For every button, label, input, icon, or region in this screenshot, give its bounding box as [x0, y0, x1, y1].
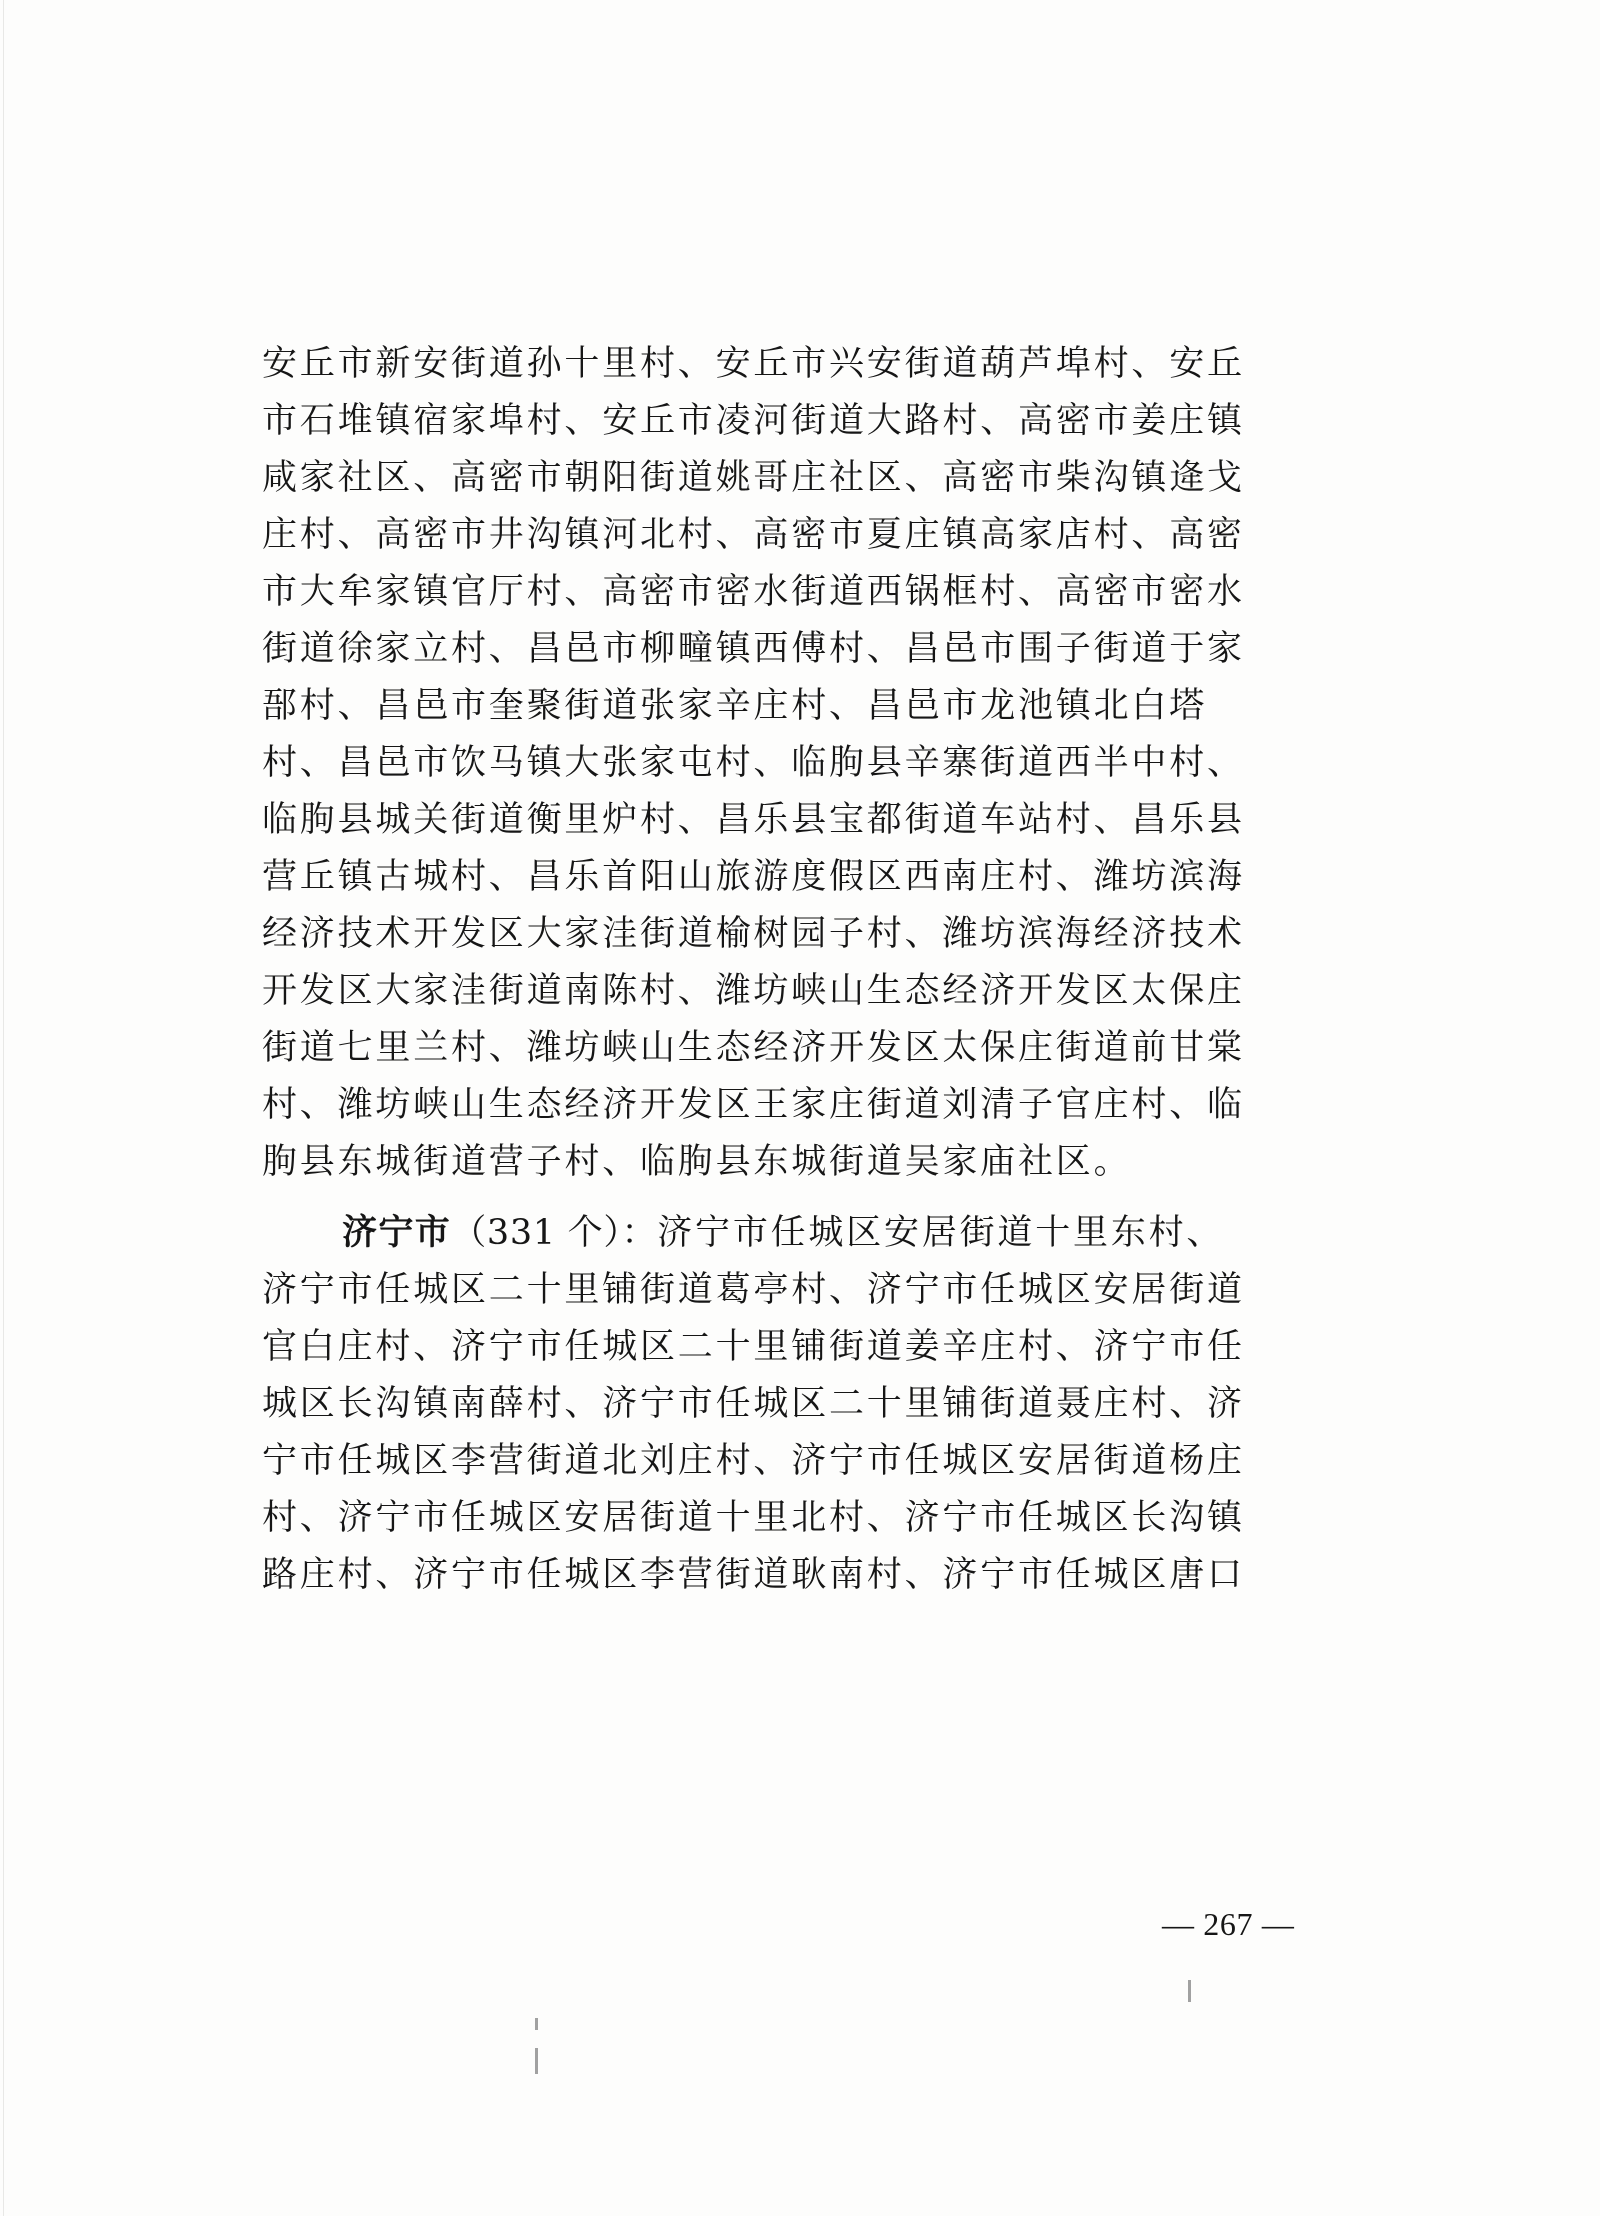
city-count: （331 个）： — [451, 1213, 658, 1253]
text-line: 庄村、高密市井沟镇河北村、高密市夏庄镇高家店村、高密 — [262, 515, 1245, 555]
text-line: 安丘市新安街道孙十里村、安丘市兴安街道葫芦埠村、安丘 — [262, 344, 1245, 384]
city-heading: 济宁市 — [342, 1213, 452, 1253]
text-line: 临朐县城关街道衡里炉村、昌乐县宝都街道车站村、昌乐县 — [262, 800, 1245, 840]
text-line: 开发区大家洼街道南陈村、潍坊峡山生态经济开发区太保庄 — [262, 971, 1245, 1011]
page-number: — 267 — — [1162, 1906, 1295, 1942]
text-line: 城区长沟镇南薛村、济宁市任城区二十里铺街道聂庄村、济 — [262, 1384, 1245, 1424]
text-line: 村、济宁市任城区安居街道十里北村、济宁市任城区长沟镇 — [262, 1498, 1245, 1538]
text-line: 咸家社区、高密市朝阳街道姚哥庄社区、高密市柴沟镇逄戈 — [262, 458, 1245, 498]
scan-artifact — [535, 2048, 538, 2074]
text-line: 街道七里兰村、潍坊峡山生态经济开发区太保庄街道前甘棠 — [262, 1028, 1245, 1068]
text-line: 营丘镇古城村、昌乐首阳山旅游度假区西南庄村、潍坊滨海 — [262, 857, 1245, 897]
scan-artifact — [535, 2018, 538, 2030]
text-line: 村、昌邑市饮马镇大张家屯村、临朐县辛寨街道西半中村、 — [262, 743, 1245, 783]
text-line: 市石堆镇宿家埠村、安丘市凌河街道大路村、高密市姜庄镇 — [262, 401, 1245, 441]
scan-edge-line — [3, 0, 4, 2216]
paragraph-heading-line — [262, 1205, 1342, 1262]
paragraph-gap — [262, 1191, 1342, 1205]
text-line: 郚村、昌邑市奎聚街道张家辛庄村、昌邑市龙池镇北白塔 — [262, 686, 1208, 726]
text-line: 官白庄村、济宁市任城区二十里铺街道姜辛庄村、济宁市任 — [262, 1327, 1245, 1367]
text-line: 街道徐家立村、昌邑市柳疃镇西傅村、昌邑市围子街道于家 — [262, 629, 1245, 669]
text-line: 朐县东城街道营子村、临朐县东城街道吴家庙社区。 — [262, 1142, 1132, 1182]
text-line: 村、潍坊峡山生态经济开发区王家庄街道刘清子官庄村、临 — [262, 1085, 1245, 1125]
text-line: 经济技术开发区大家洼街道榆树园子村、潍坊滨海经济技术 — [262, 914, 1245, 954]
text-segment: 济宁市任城区安居街道十里东村、 — [657, 1213, 1225, 1253]
text-line: 市大牟家镇官厅村、高密市密水街道西锅框村、高密市密水 — [262, 572, 1245, 612]
text-line: 宁市任城区李营街道北刘庄村、济宁市任城区安居街道杨庄 — [262, 1441, 1245, 1481]
scan-artifact — [1188, 1980, 1191, 2002]
text-line: 济宁市任城区二十里铺街道葛亭村、济宁市任城区安居街道 — [262, 1270, 1245, 1310]
text-line: 路庄村、济宁市任城区李营街道耿南村、济宁市任城区唐口 — [262, 1555, 1245, 1595]
body-text — [262, 336, 1342, 1604]
